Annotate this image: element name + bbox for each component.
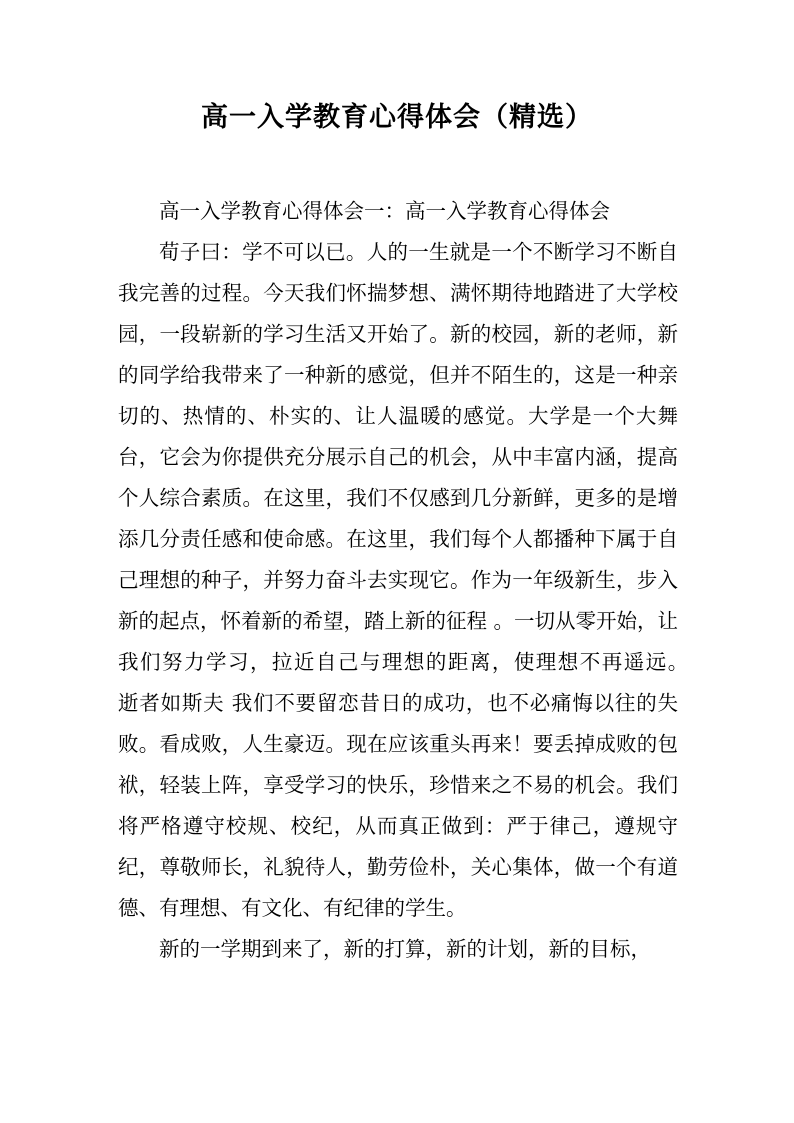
paragraph-subtitle: 高一入学教育心得体会一：高一入学教育心得体会 <box>159 199 610 223</box>
paragraph-main: 荀子曰：学不可以已。人的一生就是一个不断学习不断自我完善的过程。今天我们怀揣梦想、满怀期待地踏进了大学校园，一段崭新的学习生活又开始了。新的校园，新的老师，新的同学给我带来了一种新的感觉，但并不陌生的，这是一种亲切的、热情的、朴实的、让人温暖的感觉。大学是一个大舞台，它会为你提供充分展示自己的机会，从中丰富内涵，提高个人综合素质。在这里，我们不仅感到几分新鲜，更多的是增添几分责任感和使命感。在这里，我们每个人都播种下属于自己理想的种子，并努力奋斗去实现它。作为一年级新生，步入新的起点，怀着新的希望，踏上新的征程 。一切从零开始，让我们努力学习，拉近自己与理想的距离，使理想不再遥远。 逝者如斯夫 我们不要留恋昔日的成功，也不必痛悔以往的失败。看成败，人生豪迈。现在应该重头再来！要丢掉成败的包袱，轻装上阵，享受学习的快乐，珍惜来之不易的机会。我们将严格遵守校规、校纪，从而真正做到：严于律己，遵规守纪，尊敬师长，礼貌待人，勤劳俭朴，关心集体，做一个有道德、有理想、有文化、有纪律的学生。 <box>118 240 699 920</box>
paragraph-continuation: 新的一学期到来了，新的打算，新的计划，新的目标， <box>159 937 651 961</box>
document-title: 高一入学教育心得体会（精选） <box>201 102 593 133</box>
document-body <box>118 191 699 970</box>
